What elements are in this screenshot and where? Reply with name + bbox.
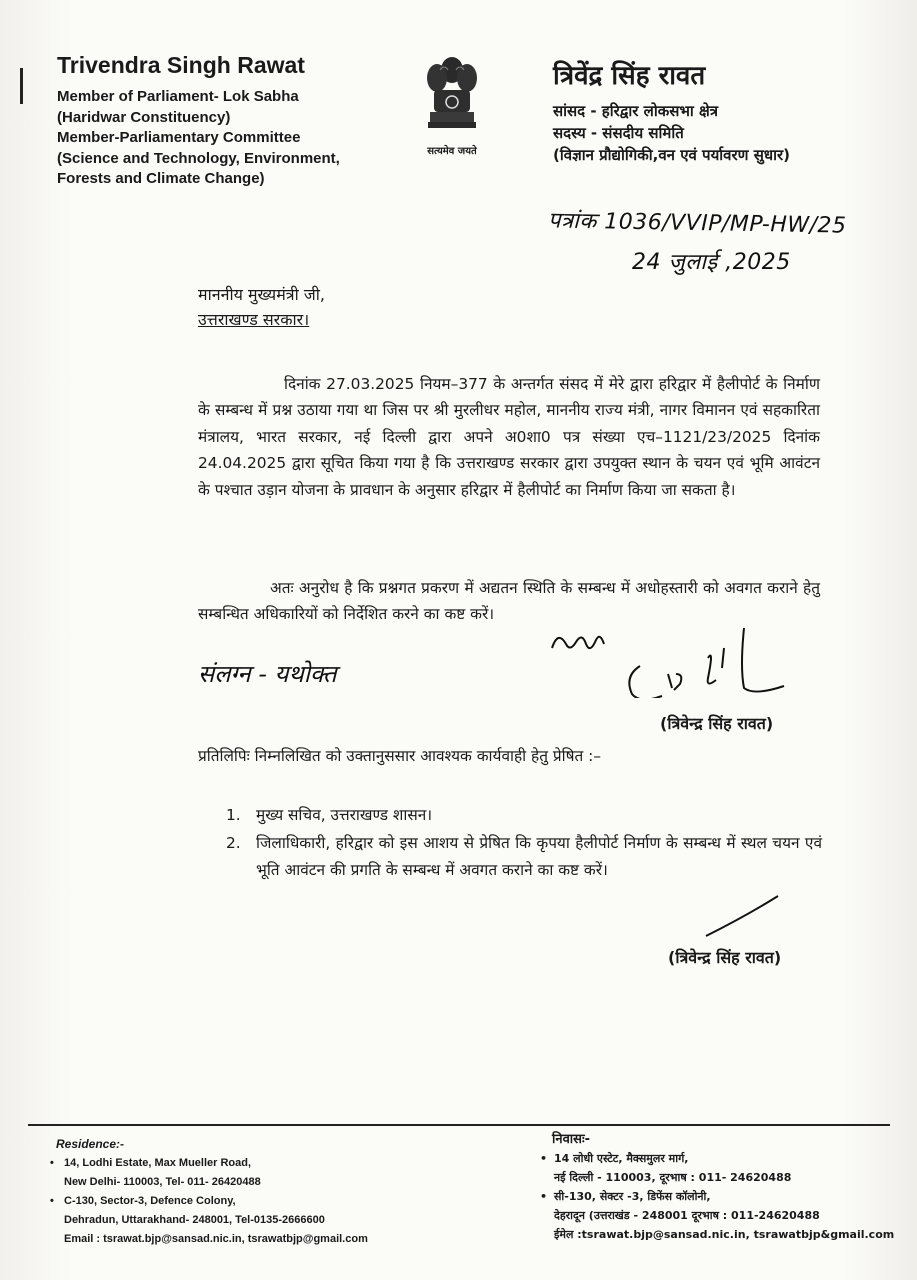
national-emblem	[412, 50, 492, 165]
signature-scribble-icon	[540, 618, 800, 698]
address-line: नई दिल्ली - 110003, दूरभाष : 011- 24620488	[554, 1171, 792, 1184]
sender-name-english: Trivendra Singh Rawat	[57, 52, 305, 78]
footer-hindi	[540, 1130, 900, 1244]
list-number: 2.	[226, 834, 241, 852]
address-line: • सी-130, सेक्टर -3, डिफेंस कॉलोनी,	[540, 1187, 900, 1206]
designation-line: Member-Parliamentary Committee	[57, 129, 301, 147]
designation-line-hindi: सांसद - हरिद्वार लोकसभा क्षेत्र	[553, 102, 719, 120]
address-line: Dehradun, Uttarakhand- 248001, Tel-0135-2666600	[64, 1214, 325, 1226]
addressee	[198, 282, 325, 332]
address-line: देहरादून (उत्तराखंड - 248001 दूरभाष : 011-24620488	[554, 1209, 820, 1222]
footer-title: Residence:-	[56, 1137, 125, 1151]
designation-line: (Science and Technology, Environment,	[57, 149, 340, 167]
designation-line-hindi: सदस्य - संसदीय समिति	[553, 124, 684, 142]
signature-stroke-icon	[700, 890, 820, 940]
letterhead-english	[57, 52, 397, 190]
list-item	[226, 802, 822, 829]
list-text: मुख्य सचिव, उत्तराखण्ड शासन।	[256, 806, 433, 824]
copy-to-list	[226, 802, 822, 885]
emblem-motto: सत्यमेव जयते	[427, 146, 477, 157]
list-item	[226, 830, 822, 884]
list-text: जिलाधिकारी, हरिद्वार को इस आशय से प्रेषित कि कृपया हैलीपोर्ट निर्माण के सम्बन्ध में स्थल चयन एवं भूति आवंटन की प्रगति के सम्बन्ध में अवगत कराने का कष्ट करें।	[256, 834, 822, 879]
lion-capital-icon	[420, 50, 484, 142]
margin-mark	[20, 68, 23, 104]
signatory-name: (त्रिवेन्द्र सिंह रावत)	[668, 948, 782, 967]
address-line: • C-130, Sector-3, Defence Colony,	[50, 1192, 430, 1211]
list-number: 1.	[226, 806, 241, 824]
designation-line: Forests and Climate Change)	[57, 170, 265, 188]
signatory-name: (त्रिवेन्द्र सिंह रावत)	[660, 714, 774, 733]
footer-title: निवासः-	[552, 1132, 590, 1147]
email-line: ईमेल :tsrawat.bjp@sansad.nic.in, tsrawatbjp&gmail.com	[554, 1228, 895, 1241]
designation-line: Member of Parliament- Lok Sabha	[57, 88, 299, 105]
address-line: New Delhi- 110003, Tel- 011- 26420488	[64, 1176, 261, 1188]
designation-line-hindi: (विज्ञान प्रौद्योगिकी,वन एवं पर्यावरण सुधार)	[553, 146, 790, 164]
enclosure-note: संलग्न - यथोक्त	[198, 660, 337, 688]
designation-line: (Haridwar Constituency)	[57, 108, 231, 126]
reference-number: पत्रांक 1036/VVIP/MP-HW/25	[547, 208, 847, 239]
copy-to-intro: प्रतिलिपिः निम्नलिखित को उक्तानुससार आवश्यक कार्यवाही हेतु प्रेषित :–	[198, 747, 602, 765]
footer-divider	[28, 1124, 890, 1126]
addressee-line: माननीय मुख्यमंत्री जी,	[198, 285, 325, 304]
body-paragraph: अतः अनुरोध है कि प्रश्नगत प्रकरण में अद्यतन स्थिति के सम्बन्ध में अधोहस्तारी को अवगत कराने हेतु सम्बन्धित अधिकारियों को निर्देशित करने का कष्ट करें।	[198, 579, 820, 624]
body-paragraph: दिनांक 27.03.2025 नियम–377 के अन्तर्गत संसद में मेरे द्वारा हरिद्वार में हैलीपोर्ट के निर्माण के सम्बन्ध में प्रश्न उठाया गया था जिस पर श्री मुरलीधर महोल, माननीय राज्य मंत्री, नागर विमानन एवं सहकारिता मंत्रालय, भारत सरकार, नई दिल्ली द्वारा अपने अ0शा0 पत्र संख्या एच–1121/23/2025 दिनांक 24.04.2025 द्वारा सूचित किया गया है कि उत्तराखण्ड सरकार द्वारा उपयुक्त स्थान के चयन एवं भूमि आवंटन के पश्चात उड़ान योजना के प्रावधान के अनुसार हरिद्वार में हैलीपोर्ट का निर्माण किया जा सकता है।	[198, 375, 820, 499]
email-line: Email : tsrawat.bjp@sansad.nic.in, tsrawatbjp@gmail.com	[64, 1233, 368, 1245]
reference-date: 24 जुलाई ,2025	[632, 250, 791, 275]
address-line: • 14 लोधी एस्टेट, मैक्समुलर मार्ग,	[540, 1149, 900, 1168]
initial-stroke	[700, 890, 820, 940]
footer-english	[50, 1135, 430, 1249]
signature	[540, 618, 800, 698]
sender-name-hindi: त्रिवेंद्र सिंह रावत	[553, 61, 706, 91]
addressee-line: उत्तराखण्ड सरकार।	[198, 310, 310, 329]
letterhead-hindi	[553, 56, 893, 166]
address-line: • 14, Lodhi Estate, Max Mueller Road,	[50, 1154, 430, 1173]
